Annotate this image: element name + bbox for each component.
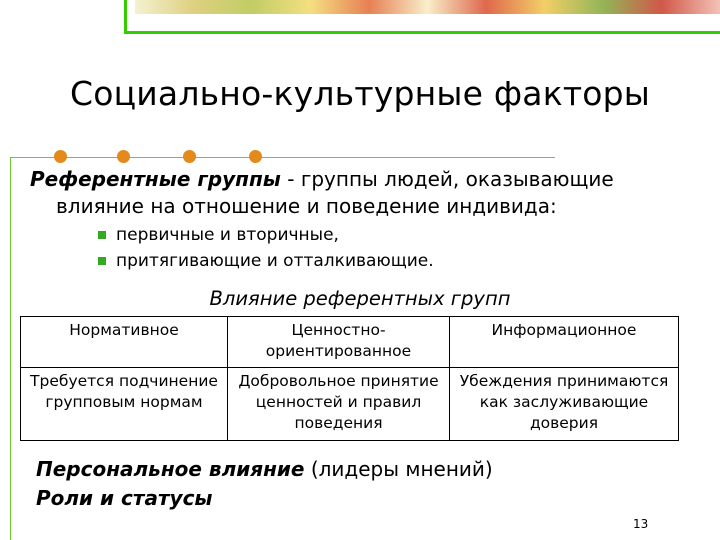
definition-text: - группы людей, оказывающие — [280, 167, 614, 191]
table-header-row — [21, 317, 679, 368]
roles-line — [36, 484, 493, 513]
table-cell: Добровольное принятие ценностей и правил поведения — [228, 368, 450, 441]
square-bullet-icon — [98, 231, 106, 239]
decorative-dot — [249, 150, 262, 163]
decorative-banner — [124, 0, 720, 34]
bullet-text: первичные и вторичные, — [116, 225, 339, 245]
page-number: 13 — [633, 517, 649, 531]
table-header-cell: Нормативное — [21, 317, 228, 368]
decorative-dot — [54, 150, 67, 163]
square-bullet-icon — [98, 257, 106, 265]
decorative-dot — [183, 150, 196, 163]
decorative-dot — [117, 150, 130, 163]
personal-influence-line — [36, 455, 493, 484]
divider-line — [10, 157, 555, 158]
bullet-text: притягивающие и отталкивающие. — [116, 251, 434, 271]
vertical-rule — [10, 157, 11, 540]
bullet-item — [98, 224, 339, 246]
table-row — [21, 368, 679, 441]
definition-continuation: влияние на отношение и поведение индивида: — [56, 194, 557, 218]
reference-groups-definition — [30, 166, 614, 192]
influence-table — [20, 316, 679, 441]
bullet-item — [98, 250, 434, 272]
slide-title: Социально-культурные факторы — [69, 74, 651, 113]
reference-groups-term: Референтные группы — [30, 167, 281, 191]
table-header-cell: Ценностно-ориентированное — [228, 317, 450, 368]
personal-influence-term: Персональное влияние — [36, 457, 305, 481]
table-title: Влияние референтных групп — [209, 287, 511, 310]
table-cell: Требуется подчинение групповым нормам — [21, 368, 228, 441]
roles-term: Роли и статусы — [36, 486, 213, 510]
table-cell: Убеждения принимаются как заслуживающие доверия — [450, 368, 679, 441]
closing-points — [36, 455, 493, 513]
personal-influence-text: (лидеры мнений) — [304, 457, 493, 481]
table-header-cell: Информационное — [450, 317, 679, 368]
banner-image — [135, 0, 720, 14]
